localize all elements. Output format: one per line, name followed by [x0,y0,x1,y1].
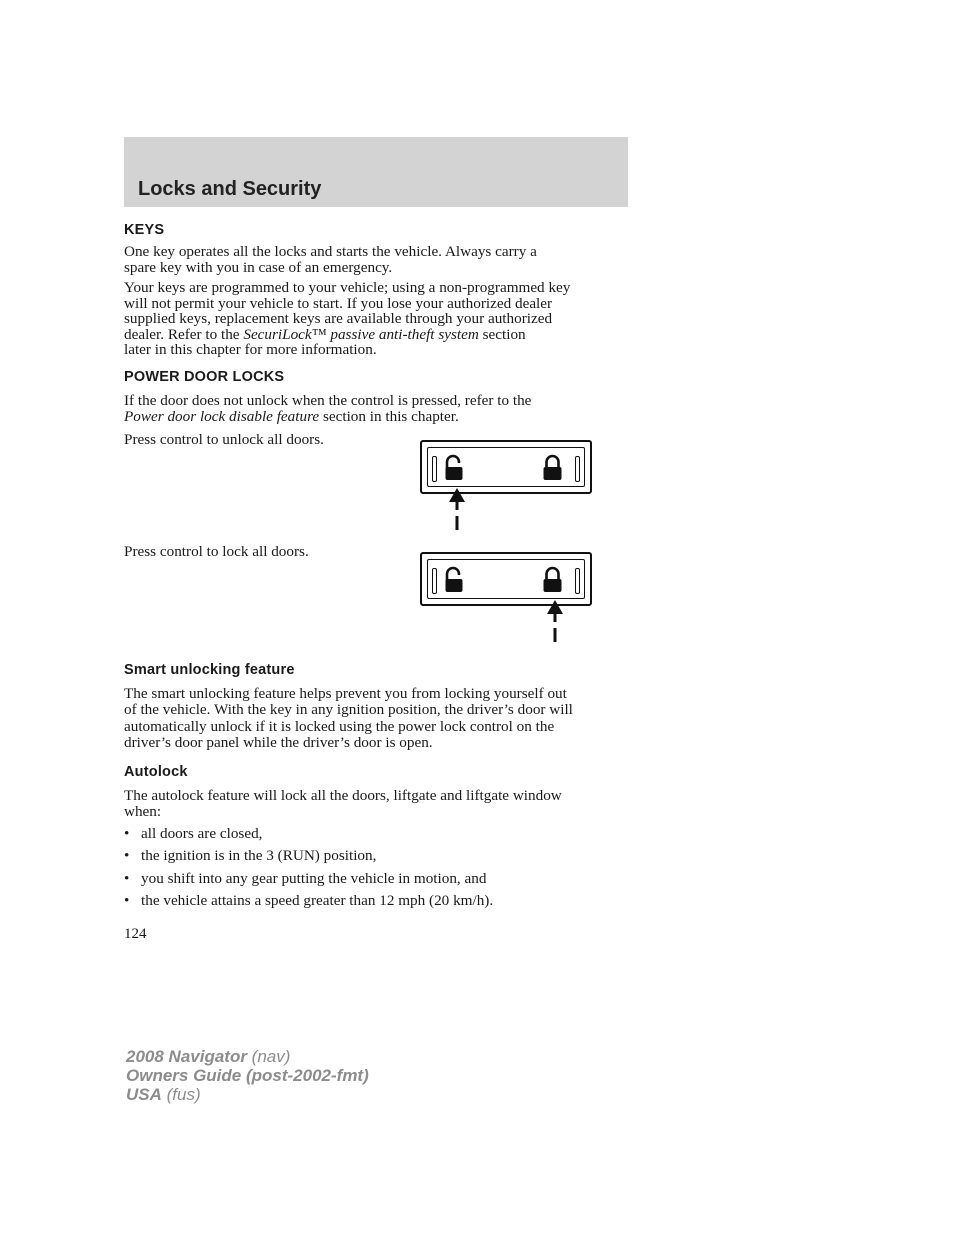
bullet-icon: • [124,825,130,842]
autolock-intro-line-2: when: [124,802,162,820]
list-item-text: the ignition is in the 3 (RUN) position, [141,847,377,864]
bullet-icon: • [124,870,130,887]
list-item [124,826,262,842]
keys-para2-line-4a: dealer. Refer to the [124,325,244,343]
unlock-icon [444,454,466,482]
smart-line-4: driver’s door panel while the driver’s door is open. [124,733,433,751]
keys-para2-line-2: will not permit your vehicle to start. If you lose your authorized dealer [124,294,553,312]
disable-feature-reference: Power door lock disable feature [124,407,320,425]
list-item-text: the vehicle attains a speed greater than 12 mph (20 km/h). [141,892,494,909]
arrow-up-icon [546,600,564,646]
lock-icon [542,454,564,482]
keys-para2-line-5: later in this chapter for more information. [124,341,377,358]
door-lock-switch-unlock-illustration [420,440,592,494]
smart-unlocking-paragraph [124,686,573,751]
switch-right-slot [575,568,580,594]
footer-line-2 [126,1066,369,1085]
autolock-heading: Autolock [124,764,188,780]
smart-unlocking-heading: Smart unlocking feature [124,662,295,678]
list-item-text: all doors are closed, [141,825,263,842]
switch-right-slot [575,456,580,482]
keys-para1-line-2: spare key with you in case of an emergency. [124,258,393,276]
section-header-band [124,137,628,207]
footer-guide: Owners Guide (post-2002-fmt) [126,1066,369,1085]
footer-model-code: (nav) [246,1047,291,1066]
securilock-reference: SecuriLock™ passive anti-theft system [243,325,479,343]
door-lock-switch-lock-illustration [420,552,592,606]
autolock-intro-line-1: The autolock feature will lock all the doors, liftgate and liftgate window [124,787,562,804]
unlock-caption: Press control to unlock all doors. [124,431,324,448]
document-footer [126,1047,369,1104]
list-item [124,893,493,909]
keys-paragraph-2 [124,280,570,358]
keys-para2-line-4b: section [478,325,526,343]
unlock-icon [444,566,466,594]
list-item [124,848,376,864]
autolock-intro [124,788,562,819]
lock-caption: Press control to lock all doors. [124,543,309,560]
power-door-locks-heading: POWER DOOR LOCKS [124,369,285,385]
bullet-icon: • [124,892,130,909]
power-door-locks-intro [124,393,531,424]
keys-para1-line-1: One key operates all the locks and starts the vehicle. Always carry a [124,243,537,260]
list-item [124,871,486,887]
switch-left-slot [432,456,437,482]
switch-left-slot [432,568,437,594]
lock-icon [542,566,564,594]
footer-market: USA [126,1085,162,1104]
footer-model: 2008 Navigator [126,1047,247,1066]
keys-para2-line-1: Your keys are programmed to your vehicle; using a non-programmed key [124,279,571,296]
keys-paragraph-1 [124,244,537,275]
switch-bezel [427,559,585,599]
keys-heading: KEYS [124,222,165,238]
arrow-up-icon [448,488,466,534]
switch-bezel [427,447,585,487]
keys-para2-line-3: supplied keys, replacement keys are available through your authorized [124,310,553,327]
smart-line-1: The smart unlocking feature helps prevent you from locking yourself out [124,685,567,702]
list-item-text: you shift into any gear putting the vehicle in motion, and [141,870,487,887]
footer-line-3 [126,1085,369,1104]
page-number: 124 [124,926,147,942]
footer-market-code: (fus) [161,1085,201,1104]
pdl-intro-line-2: section in this chapter. [319,407,459,425]
section-title: Locks and Security [138,178,322,200]
pdl-intro-line-1: If the door does not unlock when the control is pressed, refer to the [124,392,532,409]
footer-line-1 [126,1047,369,1066]
smart-line-3: automatically unlock if it is locked using the power lock control on the [124,717,555,735]
smart-line-2: of the vehicle. With the key in any ignition position, the driver’s door will [124,701,573,719]
bullet-icon: • [124,847,130,864]
